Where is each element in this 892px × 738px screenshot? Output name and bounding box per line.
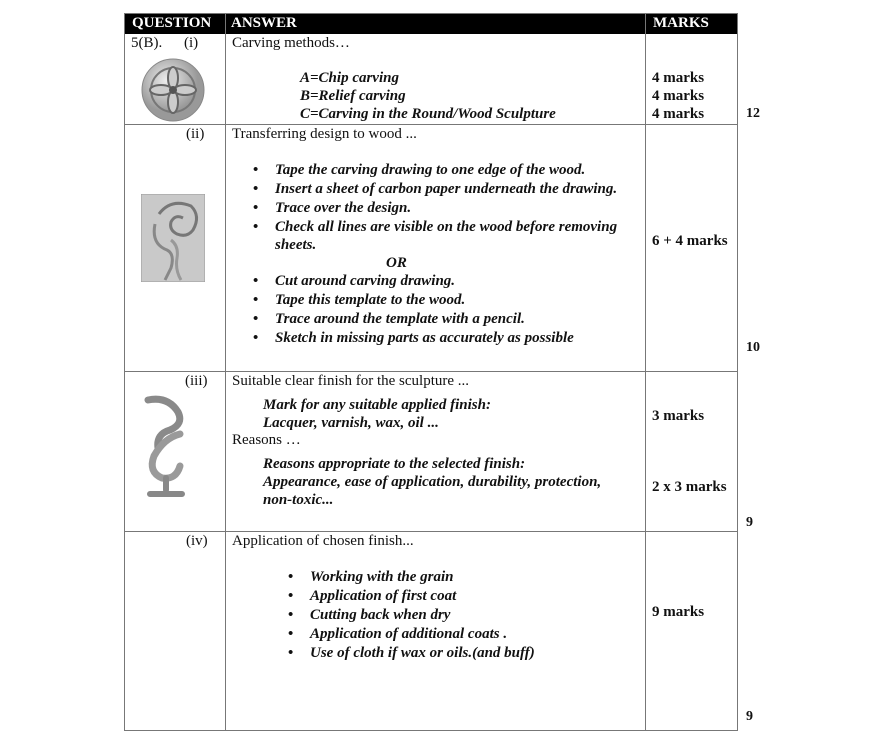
list-item: • Check all lines are visible on the wood before removing [275, 219, 617, 236]
column-divider [225, 14, 226, 730]
answer-text: Lacquer, varnish, wax, oil ... [263, 415, 439, 431]
chip-carving-rosette-image [141, 58, 205, 122]
part-label: (ii) [186, 126, 205, 142]
column-divider [645, 14, 646, 730]
row-divider [125, 531, 737, 532]
list-item: • Working with the grain [310, 569, 454, 586]
list-item-continuation: sheets. [275, 237, 317, 253]
answer-text: Reasons appropriate to the selected finish: [263, 456, 526, 472]
header-question: QUESTION [132, 15, 212, 31]
row-divider [125, 371, 737, 372]
or-label: OR [386, 255, 407, 271]
header-answer: ANSWER [231, 15, 297, 31]
answer-text: Mark for any suitable applied finish: [263, 397, 491, 413]
answer-text: non-toxic... [263, 492, 334, 508]
list-item: • Tape this template to the wood. [275, 292, 465, 309]
list-item: • Application of first coat [310, 588, 456, 605]
marks-value: 6 + 4 marks [652, 233, 728, 249]
list-item: • Trace around the template with a pencil. [275, 311, 525, 328]
answer-text: Appearance, ease of application, durability, protection, [263, 474, 602, 490]
reasons-label: Reasons … [232, 432, 301, 448]
row-title: Application of chosen finish... [232, 533, 414, 549]
dolphin-sculpture-image [140, 394, 192, 498]
row-total: 9 [746, 515, 753, 530]
marks-value: 4 marks [652, 70, 705, 86]
list-item: • Cutting back when dry [310, 607, 450, 624]
question-number: 5(B). [131, 35, 163, 51]
answer-item: B=Relief carving [300, 88, 406, 104]
row-divider [125, 124, 737, 125]
row-total: 12 [746, 106, 760, 121]
header-marks: MARKS [653, 15, 709, 31]
list-item: • Trace over the design. [275, 200, 411, 217]
relief-carving-image [141, 194, 205, 282]
list-item: • Sketch in missing parts as accurately as possible [275, 330, 574, 347]
part-label: (iv) [186, 533, 208, 549]
marks-value: 4 marks [652, 106, 705, 122]
row-total: 9 [746, 709, 753, 724]
marks-value: 3 marks [652, 408, 705, 424]
list-item: • Use of cloth if wax or oils.(and buff) [310, 645, 535, 662]
list-item: • Cut around carving drawing. [275, 273, 455, 290]
marks-value: 4 marks [652, 88, 705, 104]
list-item: • Tape the carving drawing to one edge of the wood. [275, 162, 585, 179]
marks-value: 2 x 3 marks [652, 479, 727, 495]
part-label: (i) [184, 35, 199, 51]
row-total: 10 [746, 340, 760, 355]
row-title: Transferring design to wood ... [232, 126, 417, 142]
marks-value: 9 marks [652, 604, 705, 620]
row-title: Suitable clear finish for the sculpture ... [232, 373, 470, 389]
part-label: (iii) [185, 373, 208, 389]
list-item: • Insert a sheet of carbon paper underneath the drawing. [275, 181, 617, 198]
list-item: • Application of additional coats . [310, 626, 507, 643]
row-title: Carving methods… [232, 35, 350, 51]
answer-item: A=Chip carving [300, 70, 399, 86]
answer-item: C=Carving in the Round/Wood Sculpture [300, 106, 556, 122]
